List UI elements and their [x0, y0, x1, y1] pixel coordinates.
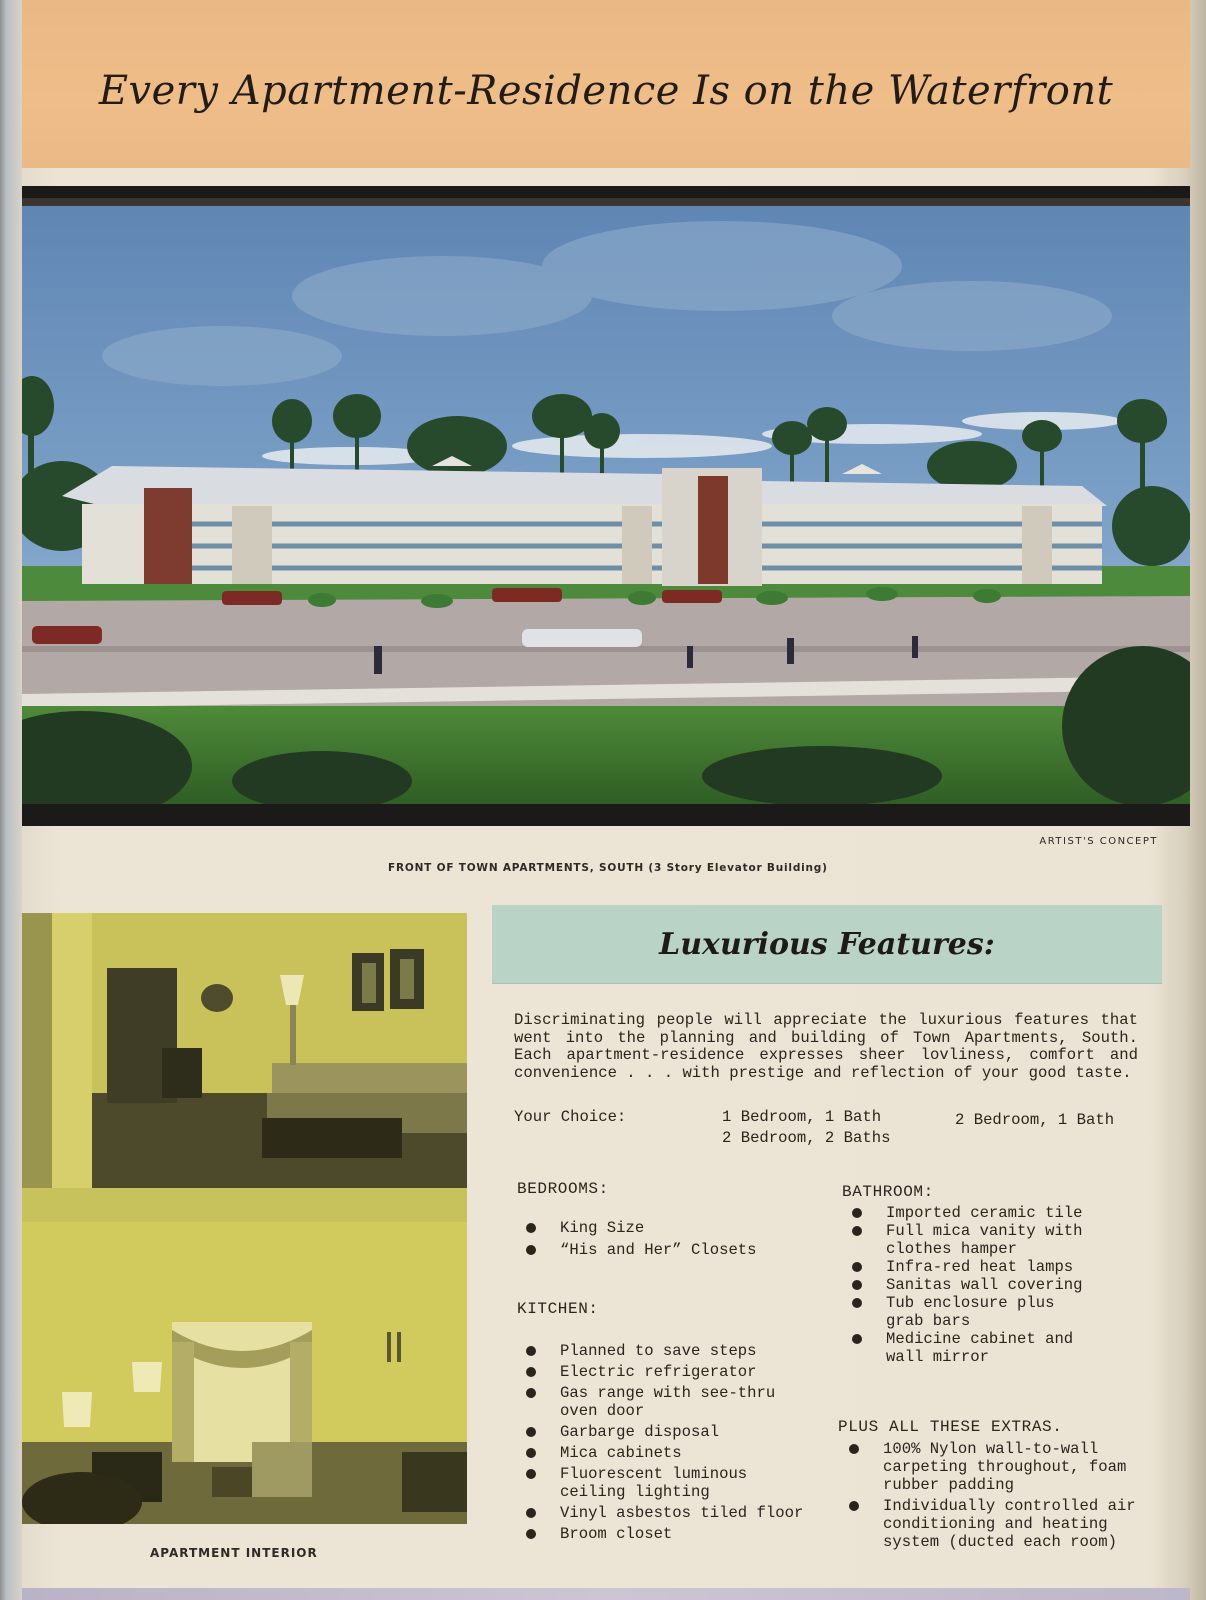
features-title: Luxurious Features: — [659, 927, 995, 962]
bathroom-list — [848, 1204, 1148, 1366]
bullet-icon — [852, 1226, 862, 1236]
page-edge — [0, 0, 22, 1600]
bedrooms-list — [522, 1219, 822, 1259]
artist-note: ARTIST'S CONCEPT — [1039, 836, 1158, 847]
list-item: Gas range with see-thru oven door — [522, 1384, 832, 1420]
list-item: Broom closet — [522, 1525, 832, 1543]
divider-stripe — [22, 804, 1190, 826]
list-item: Full mica vanity with clothes hamper — [848, 1222, 1148, 1258]
choice-label: Your Choice: — [514, 1108, 627, 1126]
bullet-icon — [526, 1448, 536, 1458]
page-title: Every Apartment-Residence Is on the Waterfront — [98, 68, 1114, 114]
bullet-icon — [852, 1262, 862, 1272]
bedroom-photo — [22, 1222, 467, 1524]
list-item: King Size — [522, 1219, 822, 1237]
choice-item: 2 Bedroom, 1 Bath — [955, 1111, 1115, 1129]
bullet-icon — [526, 1245, 536, 1255]
bullet-icon — [849, 1501, 859, 1511]
header-band — [22, 0, 1190, 168]
building-illustration — [22, 206, 1190, 804]
bullet-icon — [526, 1469, 536, 1479]
photo-gap — [22, 1188, 467, 1222]
list-item: Vinyl asbestos tiled floor — [522, 1504, 832, 1522]
bullet-icon — [526, 1427, 536, 1437]
kitchen-heading: KITCHEN: — [517, 1300, 599, 1318]
features-banner — [492, 905, 1162, 984]
list-item: Tub enclosure plus grab bars — [848, 1294, 1148, 1330]
bathroom-heading: BATHROOM: — [842, 1183, 934, 1201]
features-intro: Discriminating people will appreciate the luxurious features that went into the planning and building of Town Apartments, South. Each apartment-residence expresses sheer lovliness, comfort and convenience . . . with prestige and reflection of your good taste. — [514, 1011, 1138, 1082]
divider-stripe — [22, 198, 1190, 206]
bullet-icon — [852, 1208, 862, 1218]
bullet-icon — [526, 1529, 536, 1539]
list-item: Infra-red heat lamps — [848, 1258, 1148, 1276]
list-item: Individually controlled air conditioning and heating system (ducted each room) — [845, 1497, 1165, 1551]
bullet-icon — [852, 1334, 862, 1344]
bullet-icon — [526, 1346, 536, 1356]
list-item: 100% Nylon wall-to-wall carpeting throughout, foam rubber padding — [845, 1440, 1165, 1494]
bullet-icon — [526, 1367, 536, 1377]
bullet-icon — [526, 1223, 536, 1233]
extras-heading: PLUS ALL THESE EXTRAS. — [838, 1418, 1063, 1436]
list-item: Fluorescent luminous ceiling lighting — [522, 1465, 832, 1501]
bedrooms-heading: BEDROOMS: — [517, 1180, 609, 1198]
bullet-icon — [852, 1280, 862, 1290]
choice-item: 2 Bedroom, 2 Baths — [722, 1129, 891, 1147]
page-bottom-edge — [22, 1588, 1190, 1600]
choice-item: 1 Bedroom, 1 Bath — [722, 1108, 882, 1126]
list-item: Mica cabinets — [522, 1444, 832, 1462]
kitchen-list — [522, 1342, 832, 1543]
bullet-icon — [526, 1388, 536, 1398]
list-item: Sanitas wall covering — [848, 1276, 1148, 1294]
bullet-icon — [852, 1298, 862, 1308]
list-item: Electric refrigerator — [522, 1363, 832, 1381]
list-item: “His and Her” Closets — [522, 1241, 822, 1259]
list-item: Medicine cabinet and wall mirror — [848, 1330, 1148, 1366]
list-item: Imported ceramic tile — [848, 1204, 1148, 1222]
living-room-photo — [22, 913, 467, 1188]
photo-caption: APARTMENT INTERIOR — [150, 1546, 318, 1560]
extras-list — [845, 1440, 1165, 1551]
illustration-caption: FRONT OF TOWN APARTMENTS, SOUTH (3 Story Elevator Building) — [388, 862, 828, 874]
list-item: Planned to save steps — [522, 1342, 832, 1360]
bullet-icon — [849, 1444, 859, 1454]
list-item: Garbarge disposal — [522, 1423, 832, 1441]
bullet-icon — [526, 1508, 536, 1518]
